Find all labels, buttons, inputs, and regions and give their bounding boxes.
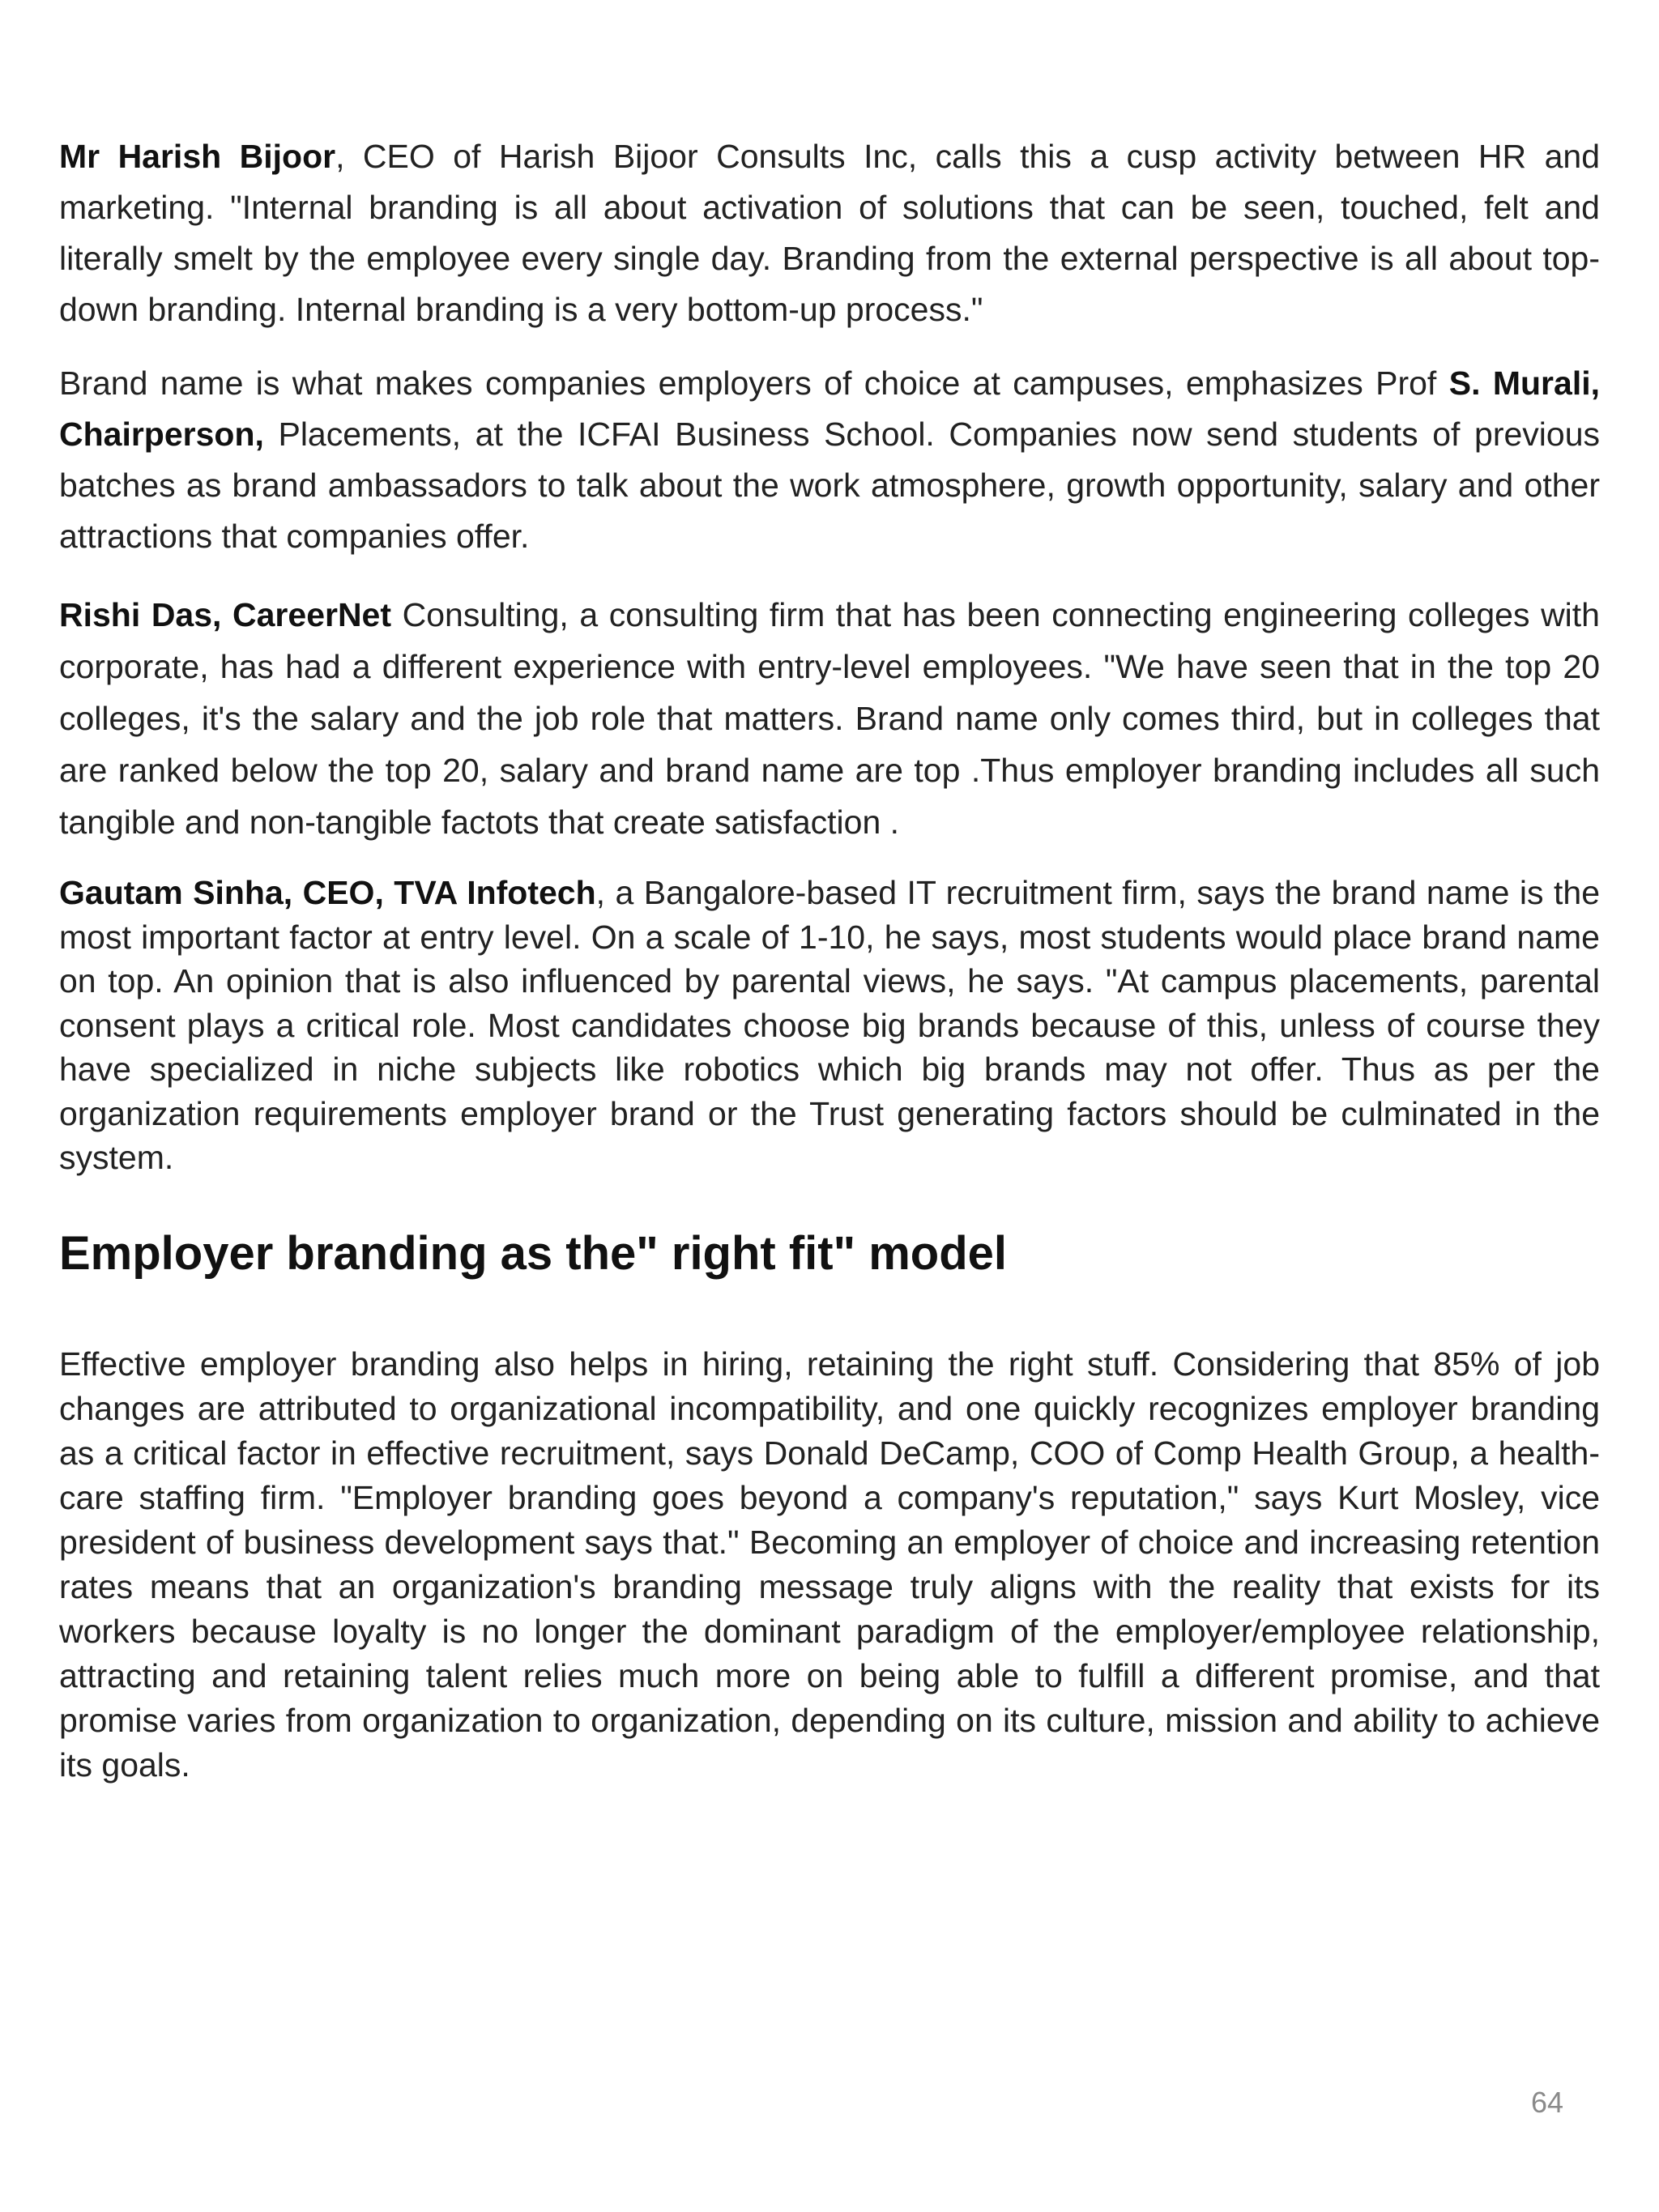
paragraph-harish-bijoor: [59, 131, 1600, 335]
page-number: 64: [1531, 2086, 1564, 2119]
paragraph-text: , CEO of Harish Bijoor Consults Inc, calls this a cusp activity between HR and marketing. "Internal branding is all about activation of solutions that can be seen, touched, felt and literally smelt by the employee every single day. Branding from the external perspective is all about top-down branding. Internal branding is a very bottom-up process.": [59, 138, 1600, 328]
speaker-name: S. Murali, Chairperson,: [59, 364, 1600, 453]
paragraph-text: Consulting, a consulting firm that has been connecting engineering colleges with corporate, has had a different experience with entry-level employees. "We have seen that in the top 20 colleges, it's the salary and the job role that matters. Brand name only comes third, but in colleges that are ranked below the top 20, salary and brand name are top .Thus employer branding includes all such tangible and non-tangible factots that create satisfaction .: [59, 596, 1600, 841]
paragraph-text: , a Bangalore-based IT recruitment firm, says the brand name is the most important factor at entry level. On a scale of 1-10, he says, most students would place brand name on top. An opinion that is also influenced by parental views, he says. "At campus placements, parental consent plays a critical role. Most candidates choose big brands because of this, unless of course they have specialized in niche subjects like robotics which big brands may not offer. Thus as per the organization requirements employer brand or the Trust generating factors should be culminated in the system.: [59, 874, 1601, 1176]
speaker-name: Gautam Sinha, CEO, TVA Infotech: [59, 874, 596, 911]
paragraph-right-fit: Effective employer branding also helps in hiring, retaining the right stuff. Considering that 85% of job changes are attributed to organizational incompatibility, and one quickly recognizes employer branding as a critical factor in effective recruitment, says Donald DeCamp, COO of Comp Health Group, a health-care staffing firm. "Employer branding goes beyond a company's reputation," says Kurt Mosley, vice president of business development says that." Becoming an employer of choice and increasing retention rates means that an organization's branding message truly aligns with the reality that exists for its workers because loyalty is no longer the dominant paradigm of the employer/employee relationship, attracting and retaining talent relies much more on being able to fulfill a different promise, and that promise varies from organization to organization, depending on its culture, mission and ability to achieve its goals.: [59, 1345, 1600, 1784]
section-heading: Employer branding as the" right fit" model: [59, 1226, 1007, 1280]
speaker-name: Mr Harish Bijoor: [59, 138, 336, 175]
speaker-name: Rishi Das, CareerNet: [59, 596, 392, 633]
paragraph-text: Placements, at the ICFAI Business School. Companies now send students of previous batches as brand ambassadors to talk about the work atmosphere, growth opportunity, salary and other attractions that companies offer.: [59, 416, 1600, 555]
paragraph-s-murali: [59, 358, 1600, 562]
paragraph-gautam-sinha: [59, 871, 1600, 1180]
document-page: [59, 131, 1600, 1788]
paragraph-text: Brand name is what makes companies employers of choice at campuses, emphasizes Prof: [59, 364, 1449, 402]
paragraph-rishi-das: [59, 589, 1600, 848]
